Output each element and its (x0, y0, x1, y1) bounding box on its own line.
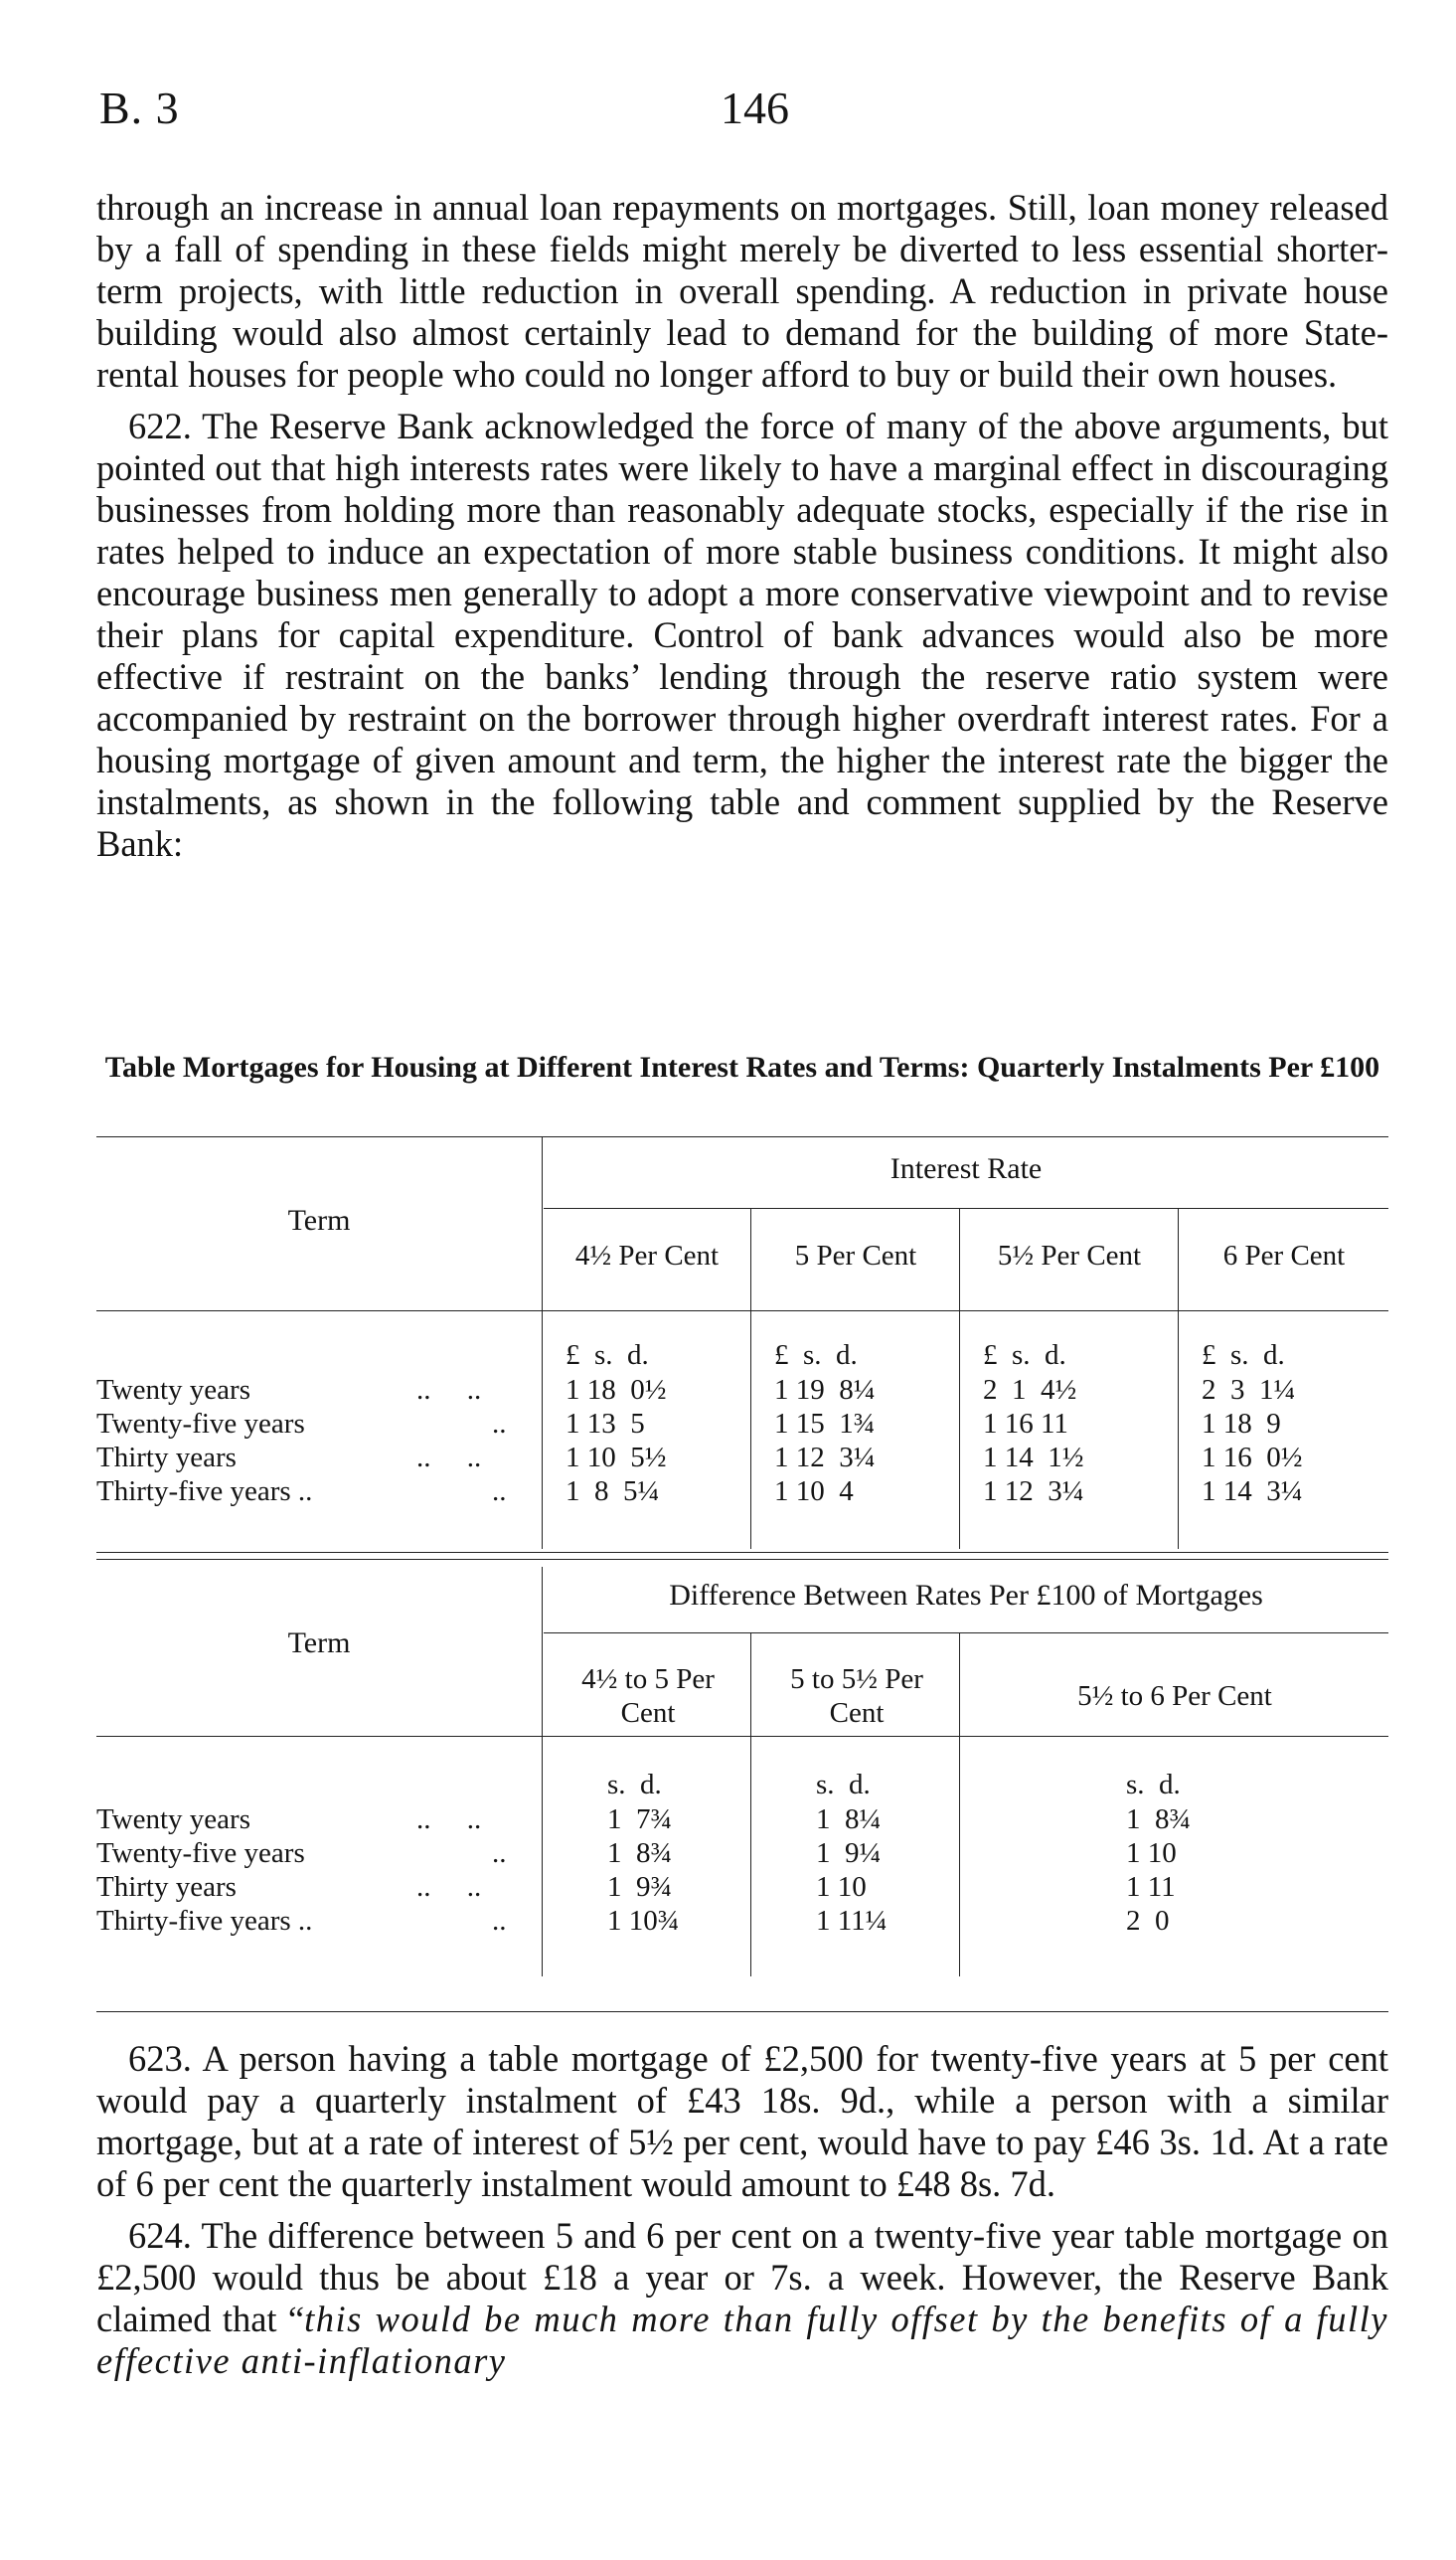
unit-header: s. d. (1126, 1769, 1181, 1800)
column-rule (542, 1567, 543, 1976)
page-header (99, 82, 1391, 141)
row-leader: .. (492, 1905, 507, 1937)
table-cell: 1 16 11 (983, 1408, 1068, 1440)
table-cell: 1 14 3¼ (1202, 1475, 1303, 1507)
paragraph-622: 622. The Reserve Bank acknowledged the force of many of the above arguments, but pointed out that high interests rates were likely to have a marginal effect in discouraging businesses from holding more than reasonably adequate stocks, especially if the rise in rates helped to induce an expectation of more stable business conditions. It might also encourage business men generally to adopt a more conservative viewpoint and to revise their plans for capital expenditure. Control of bank advances would also be more effective if restraint on the banks’ lending through the reserve ratio system were accompanied by restraint on the borrower through higher overdraft interest rates. For a housing mortgage of given amount and term, the higher the interest rate the bigger the instalments, as shown in the following table and comment supplied by the Reserve Bank: (96, 406, 1388, 864)
row-term: Thirty years (96, 1871, 237, 1903)
unit-header: £ s. d. (1202, 1339, 1285, 1371)
table-cell: 1 12 3¼ (983, 1475, 1084, 1507)
table-cell: 1 15 1¾ (774, 1408, 876, 1440)
table-cell: 1 10¾ (607, 1905, 680, 1937)
table-cell: 2 0 (1126, 1905, 1170, 1937)
column-header: 5½ to 6 Per Cent (1077, 1680, 1272, 1712)
row-leader: .. .. (416, 1374, 482, 1406)
rule (96, 1736, 1388, 1737)
paragraph-624 (96, 2215, 1388, 2382)
column-rule (750, 1632, 751, 1976)
rule (96, 1136, 1388, 1137)
table-cell: 1 8 5¼ (566, 1475, 660, 1507)
table-cell: 1 19 8¼ (774, 1374, 876, 1406)
table-cell: 1 10 (816, 1871, 867, 1903)
table-cell: 1 11¼ (816, 1905, 888, 1937)
column-header: 5½ Per Cent (997, 1240, 1142, 1272)
table-cell: 2 1 4½ (983, 1374, 1077, 1406)
unit-header: £ s. d. (983, 1339, 1066, 1371)
document-reference: B. 3 (99, 83, 180, 133)
table-cell: 1 10 4 (774, 1475, 854, 1507)
table-cell: 1 8¾ (607, 1837, 673, 1869)
column-header: 6 Per Cent (1222, 1240, 1346, 1272)
instalments-table (96, 1136, 1388, 1552)
rule (96, 1559, 1388, 1560)
table-cell: 1 14 1½ (983, 1442, 1084, 1473)
row-leader: .. .. (416, 1442, 482, 1473)
table-cell: 1 16 0½ (1202, 1442, 1303, 1473)
table-cell: 1 18 0½ (566, 1374, 667, 1406)
rule (544, 1208, 1388, 1209)
table-cell: 1 12 3¼ (774, 1442, 876, 1473)
differences-table (96, 1559, 1388, 2011)
unit-header: s. d. (816, 1769, 871, 1800)
row-term: Twenty years (96, 1374, 250, 1406)
table-cell: 1 8¾ (1126, 1803, 1192, 1835)
table-cell: 1 10 5½ (566, 1442, 667, 1473)
table-cell: 1 9¾ (607, 1871, 673, 1903)
unit-header: £ s. d. (774, 1339, 858, 1371)
column-header: 4½ to 5 Per Cent (581, 1663, 715, 1729)
column-header: 4½ Per Cent (574, 1240, 720, 1272)
table-cell: 1 8¼ (816, 1803, 882, 1835)
column-rule (542, 1136, 543, 1549)
difference-header: Difference Between Rates Per £100 of Mortgages (669, 1579, 1263, 1612)
paragraph-624-text: 624. The difference between 5 and 6 per cent on a twenty-five year table mortgage on £2,500 would thus be about £18 a year or 7s. a week. However, the Reserve Bank claimed that “ (96, 2215, 1388, 2339)
row-leader: .. (492, 1837, 507, 1869)
row-term: Thirty-five years .. (96, 1905, 313, 1937)
row-term: Twenty-five years (96, 1837, 305, 1869)
column-rule (959, 1632, 960, 1976)
column-header: 5 Per Cent (794, 1240, 917, 1272)
row-leader: .. .. (416, 1803, 482, 1835)
table-cell: 1 18 9 (1202, 1408, 1281, 1440)
row-leader: .. (492, 1475, 507, 1507)
paragraph-623: 623. A person having a table mortgage of £2,500 for twenty-five years at 5 per cent would pay a quarterly instalment of £43 18s. 9d., while a person with a similar mortgage, but at a rate of interest of 5½ per cent, would have to pay £46 3s. 1d. At a rate of 6 per cent the quarterly instalment would amount to £48 8s. 7d. (96, 2038, 1388, 2204)
rule (96, 1310, 1388, 1311)
column-rule (1178, 1208, 1179, 1549)
interest-rate-header: Interest Rate (890, 1152, 1043, 1185)
row-term: Thirty years (96, 1442, 237, 1473)
paragraph-624-quote: this would be much more than fully offset by the benefits of a fully effective anti-inflationary (96, 2299, 1388, 2381)
column-rule (750, 1208, 751, 1549)
term-header: Term (287, 1204, 351, 1237)
table-cell: 1 7¾ (607, 1803, 673, 1835)
table-caption: Table Mortgages for Housing at Different Interest Rates and Terms: Quarterly Instalments Per £100 (104, 1051, 1380, 1084)
row-term: Twenty years (96, 1803, 250, 1835)
row-leader: .. .. (416, 1871, 482, 1903)
unit-header: £ s. d. (566, 1339, 649, 1371)
body-text-bottom (96, 2038, 1388, 2392)
row-term: Twenty-five years (96, 1408, 305, 1440)
body-text-top (96, 187, 1388, 875)
paragraph: through an increase in annual loan repayments on mortgages. Still, loan money released by a fall of spending in these fields might merely be diverted to less essential shorter-term projects, with little reduction in overall spending. A reduction in private house building would also almost certainly lead to demand for the building of more State-rental houses for people who could no longer afford to buy or build their own houses. (96, 187, 1388, 395)
unit-header: s. d. (607, 1769, 662, 1800)
term-header: Term (287, 1626, 351, 1659)
row-term: Thirty-five years .. (96, 1475, 313, 1507)
column-rule (959, 1208, 960, 1549)
column-header: 5 to 5½ Per Cent (790, 1663, 923, 1729)
rule (544, 1632, 1388, 1633)
page-number: 146 (721, 83, 789, 133)
table-cell: 2 3 1¼ (1202, 1374, 1296, 1406)
row-leader: .. (492, 1408, 507, 1440)
rule (96, 1552, 1388, 1553)
table-cell: 1 11 (1126, 1871, 1176, 1903)
rule (96, 2011, 1388, 2012)
table-cell: 1 10 (1126, 1837, 1177, 1869)
table-cell: 1 9¼ (816, 1837, 882, 1869)
table-cell: 1 13 5 (566, 1408, 645, 1440)
